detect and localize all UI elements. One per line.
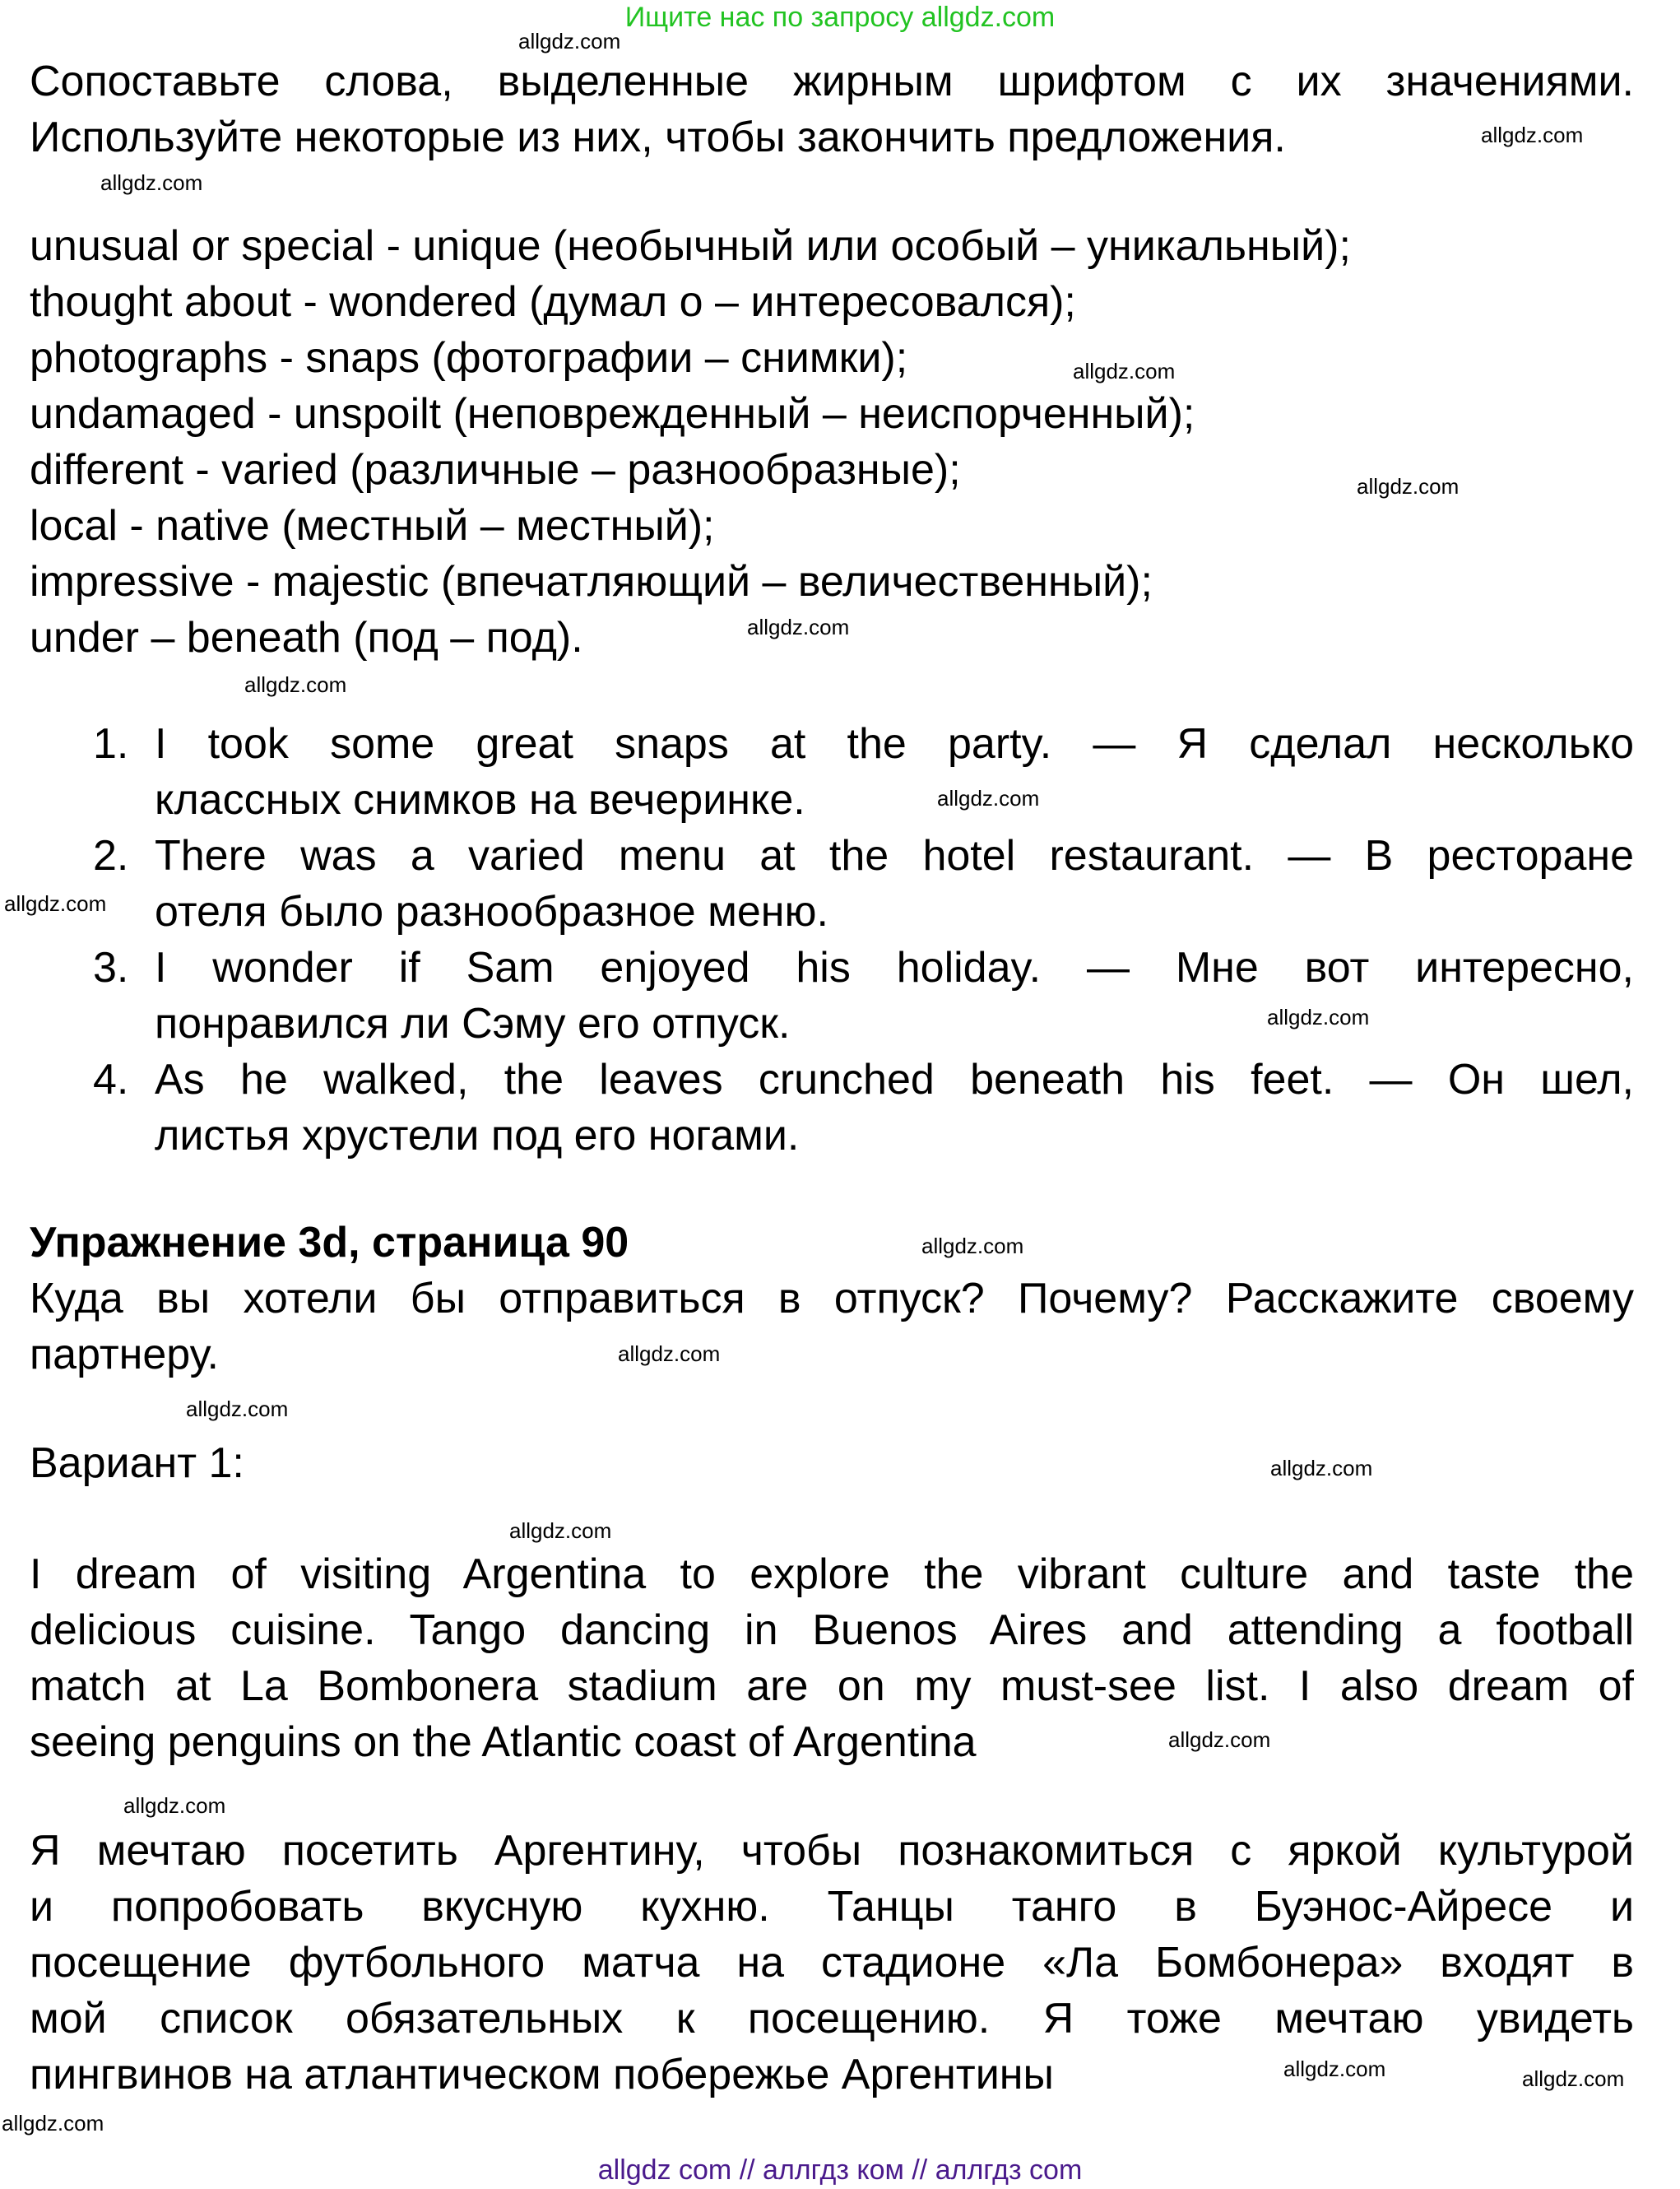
watermark: allgdz.com xyxy=(1267,1005,1370,1029)
item-number: 4. xyxy=(93,1056,129,1104)
item-number: 2. xyxy=(93,832,129,880)
sentence-line: As he walked, the leaves crunched beneath his feet. — Он шел, xyxy=(155,1056,1634,1104)
answer-line: delicious cuisine. Tango dancing in Buenos Aires and attending a football xyxy=(30,1606,1634,1654)
sentence-item xyxy=(30,1052,1634,1164)
instruction-line: Сопоставьте слова, выделенные жирным шрифтом с их значениями. xyxy=(30,58,1634,105)
answer-line: посещение футбольного матча на стадионе «Ла Бомбонера» входят в xyxy=(30,1939,1634,1987)
watermark: allgdz.com xyxy=(509,1518,612,1543)
watermark: allgdz.com xyxy=(2,2111,104,2136)
watermark: allgdz.com xyxy=(244,672,347,697)
question-line: партнеру. xyxy=(30,1331,219,1378)
watermark: allgdz.com xyxy=(1481,123,1584,147)
russian-answer xyxy=(30,1823,1634,2103)
variant-label: Вариант 1: xyxy=(30,1439,244,1487)
sentence-item xyxy=(30,940,1634,1052)
watermark: allgdz.com xyxy=(921,1234,1024,1258)
sentence-line: понравился ли Сэму его отпуск. xyxy=(155,1000,791,1048)
watermark: allgdz.com xyxy=(1270,1456,1373,1480)
definition-item: photographs - snaps (фотографии – снимки); xyxy=(30,334,908,382)
watermark: allgdz.com xyxy=(518,29,621,53)
sentence-line: отеля было разнообразное меню. xyxy=(155,888,828,936)
sentences-list xyxy=(30,716,1634,1164)
answer-line: мой список обязательных к посещению. Я тоже мечтаю увидеть xyxy=(30,1995,1634,2043)
sentence-line: листья хрустели под его ногами. xyxy=(155,1112,800,1160)
answer-line: match at La Bombonera stadium are on my must-see list. I also dream of xyxy=(30,1662,1634,1710)
exercise-heading: Упражнение 3d, страница 90 xyxy=(30,1219,629,1266)
watermark: allgdz.com xyxy=(123,1793,226,1818)
search-hint-banner: Ищите нас по запросу allgdz.com xyxy=(624,2,1056,33)
watermark: allgdz.com xyxy=(1357,474,1460,499)
watermark: allgdz.com xyxy=(1168,1727,1271,1752)
watermark: allgdz.com xyxy=(1073,359,1176,383)
exercise-section xyxy=(30,1215,1634,1383)
answer-line: пингвинов на атлантическом побережье Аргентины xyxy=(30,2051,1054,2098)
answer-line: Я мечтаю посетить Аргентину, чтобы познакомиться с яркой культурой xyxy=(30,1827,1634,1875)
watermark: allgdz.com xyxy=(186,1397,289,1421)
sentence-line: I took some great snaps at the party. — Я сделал несколько xyxy=(155,720,1634,768)
sentence-line: There was a varied menu at the hotel restaurant. — В ресторане xyxy=(155,832,1634,880)
footer-links[interactable]: allgdz com // аллгдз ком // аллгдз com xyxy=(597,2154,1083,2186)
answer-line: seeing penguins on the Atlantic coast of Argentina xyxy=(30,1718,977,1766)
definition-item: thought about - wondered (думал о – интересовался); xyxy=(30,278,1076,326)
task-instructions xyxy=(30,53,1634,165)
item-number: 3. xyxy=(93,944,129,992)
english-answer xyxy=(30,1546,1634,1770)
definition-item: undamaged - unspoilt (неповрежденный – неиспорченный); xyxy=(30,390,1195,438)
definition-item: impressive - majestic (впечатляющий – величественный); xyxy=(30,558,1153,606)
watermark: allgdz.com xyxy=(100,170,203,195)
definitions-list xyxy=(30,218,1634,666)
sentence-item xyxy=(30,828,1634,940)
variant-label-block xyxy=(30,1435,1634,1491)
definition-item: under – beneath (под – под). xyxy=(30,614,583,662)
sentence-line: классных снимков на вечеринке. xyxy=(155,776,805,824)
watermark: allgdz.com xyxy=(1283,2057,1386,2081)
definition-item: different - varied (различные – разнообразные); xyxy=(30,446,961,494)
definition-item: unusual or special - unique (необычный или особый – уникальный); xyxy=(30,222,1351,270)
sentence-item xyxy=(30,716,1634,828)
watermark: allgdz.com xyxy=(618,1341,721,1366)
answer-line: и попробовать вкусную кухню. Танцы танго в Буэнос-Айресе и xyxy=(30,1883,1634,1931)
watermark: allgdz.com xyxy=(937,786,1040,811)
instruction-line: Используйте некоторые из них, чтобы закончить предложения. xyxy=(30,114,1286,161)
watermark: allgdz.com xyxy=(4,891,107,916)
definition-item: local - native (местный – местный); xyxy=(30,502,715,550)
item-number: 1. xyxy=(93,720,129,768)
sentence-line: I wonder if Sam enjoyed his holiday. — Мне вот интересно, xyxy=(155,944,1634,992)
question-line: Куда вы хотели бы отправиться в отпуск? Почему? Расскажите своему xyxy=(30,1275,1634,1322)
watermark: allgdz.com xyxy=(747,615,850,639)
watermark: allgdz.com xyxy=(1522,2066,1625,2091)
answer-line: I dream of visiting Argentina to explore the vibrant culture and taste the xyxy=(30,1550,1634,1598)
